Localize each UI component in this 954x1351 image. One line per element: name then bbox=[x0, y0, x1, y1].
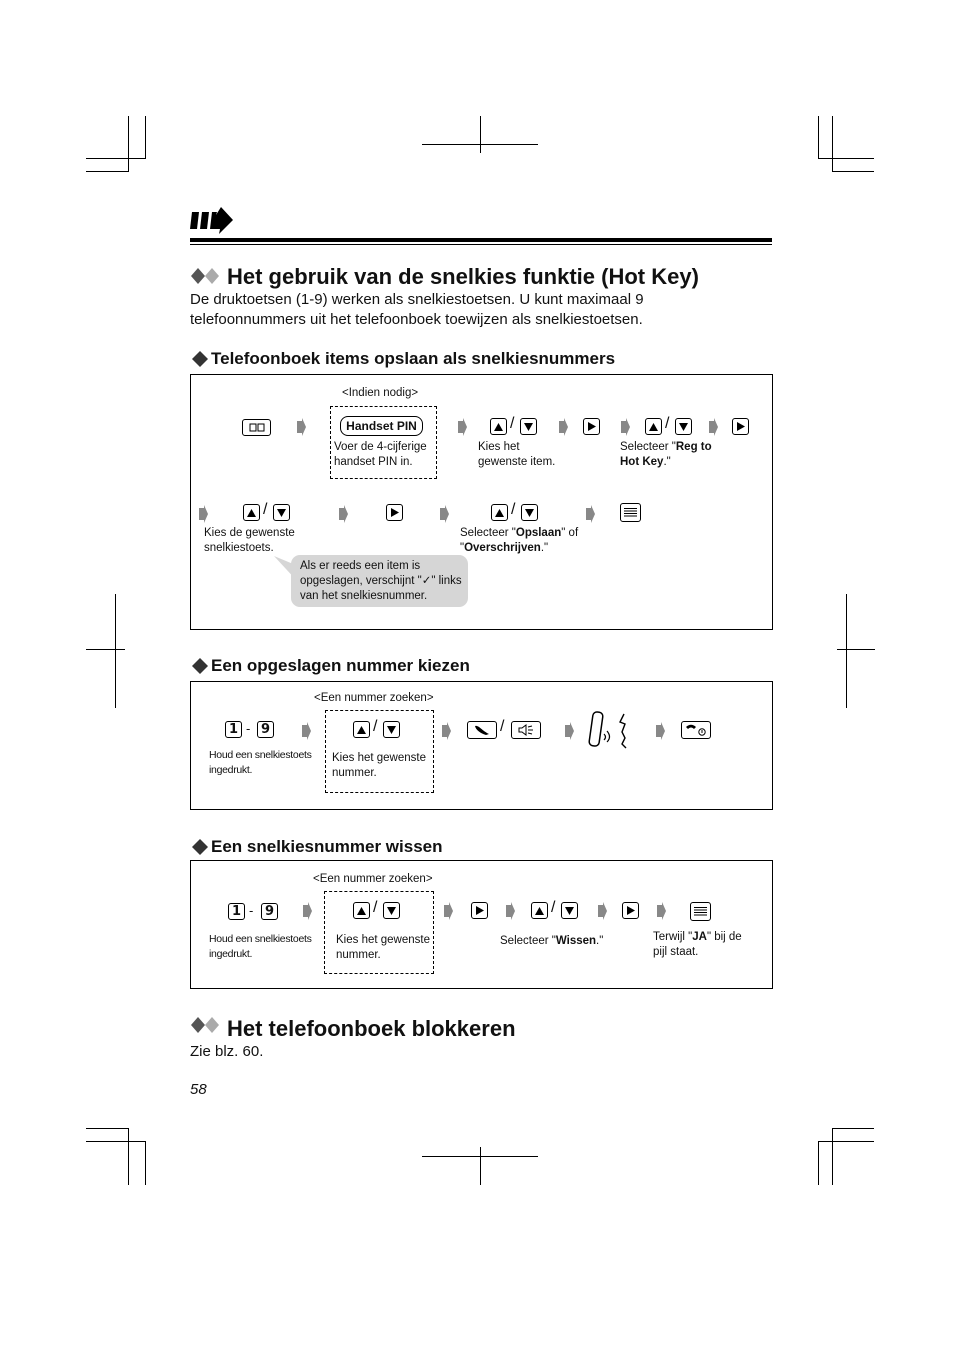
indien-label: <Indien nodig> bbox=[342, 387, 419, 399]
houd-note: Houd een snelkiestoets ingedrukt. bbox=[209, 933, 312, 960]
section-title-opslaan: Telefoonboek items opslaan als snelkiesnummers bbox=[211, 349, 616, 368]
slash: / bbox=[373, 899, 378, 916]
down-key[interactable] bbox=[520, 418, 537, 435]
range-dash: - bbox=[249, 903, 254, 918]
step-arrow-icon bbox=[598, 902, 607, 920]
diamond-icon bbox=[191, 657, 209, 675]
section-box-opslaan bbox=[190, 374, 773, 630]
section-title-kiezen: Een opgeslagen nummer kiezen bbox=[211, 656, 470, 675]
intro-text: De druktoetsen (1-9) werken als snelkiestoetsen. U kunt maximaal 9 telefoonnummers uit het telefoonboek toewijzen als snelkiestoetsen. bbox=[190, 291, 644, 328]
pin-note: Voer de 4-cijferige handset PIN in. bbox=[334, 441, 427, 468]
up-key[interactable] bbox=[490, 418, 507, 435]
diamond-icon bbox=[191, 350, 209, 368]
zoeken-label: <Een nummer zoeken> bbox=[313, 873, 433, 885]
book-icon bbox=[249, 423, 265, 432]
step-arrow-icon bbox=[657, 902, 666, 920]
hang-up-icon bbox=[684, 724, 708, 737]
speaker-icon bbox=[517, 724, 535, 736]
right-key[interactable] bbox=[622, 902, 639, 919]
menu-key[interactable] bbox=[620, 503, 641, 522]
handset-pin-key[interactable]: Handset PIN bbox=[340, 416, 423, 436]
menu-key[interactable] bbox=[690, 902, 711, 921]
step-arrow-icon bbox=[458, 418, 467, 436]
up-key[interactable] bbox=[645, 418, 662, 435]
down-key[interactable] bbox=[561, 902, 578, 919]
phonebook-button[interactable] bbox=[242, 419, 271, 436]
key-9[interactable]: 9 bbox=[261, 903, 278, 920]
kies-nr-note: Kies het gewenste nummer. bbox=[332, 752, 426, 779]
step-arrow-icon bbox=[444, 902, 453, 920]
right-key[interactable] bbox=[386, 504, 403, 521]
phone-icon bbox=[473, 724, 491, 736]
up-key[interactable] bbox=[491, 504, 508, 521]
speaker-key[interactable] bbox=[511, 721, 541, 739]
kies-item-note: Kies het gewenste item. bbox=[478, 441, 556, 468]
select-reg-note: Selecteer "Reg to Hot Key." bbox=[620, 441, 712, 468]
zoeken-label: <Een nummer zoeken> bbox=[314, 692, 434, 704]
slash: / bbox=[551, 899, 556, 916]
handset-talking-icon bbox=[588, 710, 636, 750]
right-key[interactable] bbox=[732, 418, 749, 435]
menu-lines-icon bbox=[624, 507, 637, 518]
houd-note: Houd een snelkiestoets ingedrukt. bbox=[209, 749, 312, 776]
step-arrow-icon bbox=[709, 418, 718, 436]
down-key[interactable] bbox=[675, 418, 692, 435]
diamond-icon bbox=[191, 838, 209, 856]
key-9[interactable]: 9 bbox=[257, 721, 274, 738]
step-arrow-icon bbox=[506, 902, 515, 920]
step-arrow-icon bbox=[199, 505, 208, 523]
key-1[interactable]: 1 bbox=[225, 721, 242, 738]
info-bubble: Als er reeds een item is opgeslagen, verschijnt "✓" links van het snelkiesnummer. bbox=[291, 555, 468, 607]
double-diamond-icon bbox=[190, 267, 222, 285]
off-key[interactable] bbox=[681, 721, 711, 739]
section-box-wissen bbox=[190, 860, 773, 989]
block-see: Zie blz. 60. bbox=[190, 1043, 264, 1060]
block-title: Het telefoonboek blokkeren bbox=[227, 1016, 516, 1041]
down-key[interactable] bbox=[521, 504, 538, 521]
header-rule bbox=[190, 238, 772, 242]
menu-lines-icon bbox=[694, 906, 707, 917]
step-arrow-icon bbox=[559, 418, 568, 436]
page-number: 58 bbox=[190, 1081, 207, 1098]
step-arrow-icon bbox=[442, 722, 451, 740]
right-key[interactable] bbox=[471, 902, 488, 919]
step-arrow-icon bbox=[440, 505, 449, 523]
slash: / bbox=[665, 415, 670, 432]
up-key[interactable] bbox=[353, 721, 370, 738]
talk-key[interactable] bbox=[467, 721, 497, 739]
right-key[interactable] bbox=[583, 418, 600, 435]
slash: / bbox=[510, 415, 515, 432]
step-arrow-icon bbox=[656, 722, 665, 740]
step-arrow-icon bbox=[586, 505, 595, 523]
up-key[interactable] bbox=[353, 902, 370, 919]
continue-arrow-icon bbox=[189, 207, 235, 234]
slash: / bbox=[373, 718, 378, 735]
kies-nr-note: Kies het gewenste nummer. bbox=[336, 934, 430, 961]
range-dash: - bbox=[246, 721, 251, 736]
step-arrow-icon bbox=[303, 902, 312, 920]
slash: / bbox=[263, 501, 268, 518]
select-wissen-note: Selecteer "Wissen." bbox=[500, 935, 604, 947]
slash: / bbox=[500, 718, 505, 735]
header-rule-thin bbox=[190, 244, 772, 245]
select-opslaan-note: Selecteer "Opslaan" of "Overschrijven." bbox=[460, 527, 579, 554]
step-arrow-icon bbox=[621, 418, 630, 436]
up-key[interactable] bbox=[243, 504, 260, 521]
step-arrow-icon bbox=[302, 722, 311, 740]
double-diamond-icon bbox=[190, 1016, 222, 1034]
up-key[interactable] bbox=[531, 902, 548, 919]
step-arrow-icon bbox=[339, 505, 348, 523]
slash: / bbox=[511, 501, 516, 518]
down-key[interactable] bbox=[383, 721, 400, 738]
key-1[interactable]: 1 bbox=[228, 903, 245, 920]
page-title: Het gebruik van de snelkies funktie (Hot Key) bbox=[227, 264, 699, 289]
section-box-kiezen bbox=[190, 681, 773, 810]
section-title-wissen: Een snelkiesnummer wissen bbox=[211, 837, 443, 856]
step-arrow-icon bbox=[297, 418, 306, 436]
down-key[interactable] bbox=[383, 902, 400, 919]
terwijl-note: Terwijl "JA" bij de pijl staat. bbox=[653, 931, 742, 958]
step-arrow-icon bbox=[565, 722, 574, 740]
kies-sk-note: Kies de gewenste snelkiestoets. bbox=[204, 527, 295, 554]
down-key[interactable] bbox=[273, 504, 290, 521]
